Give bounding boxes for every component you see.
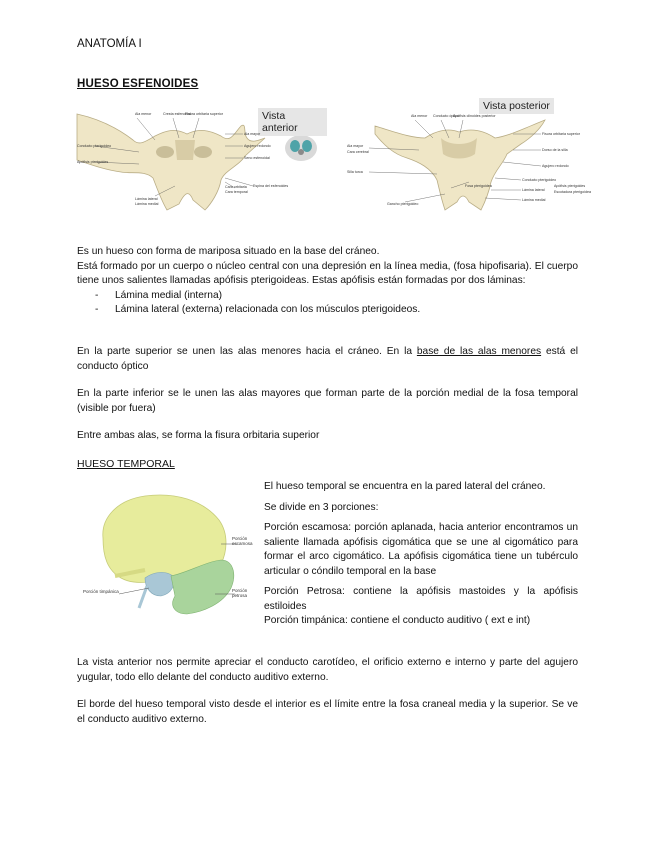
paragraph-vista-anterior: La vista anterior nos permite apreciar el conducto carotídeo, el orificio externo e interno y parte del agujero yugular, todo ello delante del conducto auditivo externo. [77,657,578,683]
figure-label: Agujero redondo [244,144,271,148]
figure-label: Lámina lateral [522,188,545,192]
temporal-figure [75,490,253,622]
paragraph: Está formado por un cuerpo o núcleo central con una depresión en la línea media, (fosa hipofisaria). El cuerpo tiene unos salientes llamadas apófisis pterigoideas. Estas apófisis están formadas por dos láminas: [77,260,578,286]
figure-caption-anterior: Vista anterior [258,108,327,136]
figure-label-timpanica: Porción timpánica [83,589,119,594]
figure-label: Apófisis clinoides posterior [453,114,496,118]
figure-caption-posterior: Vista posterior [479,98,554,114]
sphenoid-posterior-figure [345,98,591,214]
paragraph: Porción Petrosa: contiene la apófisis mastoides y la apófisis estiloides [264,586,578,612]
figure-label: Lámina medial [522,198,546,202]
figure-label: Cara orbitaria [225,185,247,189]
figure-label: Fisura orbitaria superior [185,112,223,116]
text-run: En la parte superior se unen las alas menores hacia el cráneo. En la [77,346,417,357]
figure-label: Silla turca [347,170,363,174]
figure-label: Ala menor [411,114,428,118]
figure-label: Ala mayor [244,132,261,136]
figure-label: Conducto pterigoideo [77,144,112,148]
figure-label-petrosa: Porción petrosa [232,588,248,598]
figure-label: Fisura orbitaria superior [542,132,580,136]
sphenoid-anterior-figure [75,100,327,212]
paragraph: Se divide en 3 porciones: [264,501,379,513]
figure-label: Agujero redondo [542,164,569,168]
figure-label: Espina del esfenoides [253,184,289,188]
paragraph: Porción escamosa: porción aplanada, hacia anterior encontramos un saliente llamada apófisis cigomática que se une al cigomático para formar el arco cigomático. La apófisis cigomática tiene un tubérculo articular o cóndilo temporal en la base [264,522,578,577]
figure-label-escamosa: Porción escamosa [232,536,253,546]
paragraph-borde: El borde del hueso temporal visto desde el interior es el límite entre la fosa craneal media y la superior. Se ve el conducto auditivo externo. [77,699,578,725]
figure-label: Lámina medial [135,202,159,206]
paragraph-fisura: Entre ambas alas, se forma la fisura orbitaria superior [77,430,320,441]
section-title-temporal: HUESO TEMPORAL [77,458,175,470]
text-run: está el conducto óptico [77,346,578,372]
list-item: - Lámina medial (interna) [77,289,578,304]
figure-label: Apófisis pterigoides [554,184,586,188]
paragraph-alas-mayores: En la parte inferior se le unen las alas mayores que forman parte de la porción medial de la fosa temporal (visible por fuera) [77,388,578,414]
figure-label: Dorso de la silla [542,148,568,152]
temporal-description [264,480,578,629]
figure-label: Fosa pterigoidea [465,184,492,188]
section-title-sphenoid: HUESO ESFENOIDES [77,78,199,90]
paragraph-alas-menores [77,345,578,374]
figure-label: Conducto pterigoideo [522,178,557,182]
figure-label: Lámina lateral [135,197,158,201]
figure-label: Cara cerebral [347,150,369,154]
paragraph: El hueso temporal se encuentra en la pared lateral del cráneo. [264,481,546,492]
laminas-list [77,289,578,318]
figure-label: Apófisis pterigoides [77,160,109,164]
underlined-text: base de las alas menores [416,346,542,357]
list-item: - Lámina lateral (externa) relacionada con los músculos pterigoideos. [77,303,578,318]
document-header: ANATOMÍA I [77,38,142,50]
figure-label: Cara temporal [225,190,248,194]
figure-label: Ala mayor [347,144,364,148]
figure-label: Gancho pterigoideo [387,202,419,206]
paragraph: Porción timpánica: contiene el conducto auditivo ( ext e int) [264,615,531,626]
temporal-illustration [75,490,253,622]
figure-label: Cresta esfenoidal [163,112,191,116]
figure-label: Seno esfenoidal [244,156,270,160]
figure-label: Conducto óptico [433,114,459,118]
figure-label: Ala menor [135,112,152,116]
sphenoid-description [77,245,578,318]
figure-label: Escotadura pterigoidea [554,190,591,194]
paragraph: Es un hueso con forma de mariposa situado en la base del cráneo. [77,246,380,257]
